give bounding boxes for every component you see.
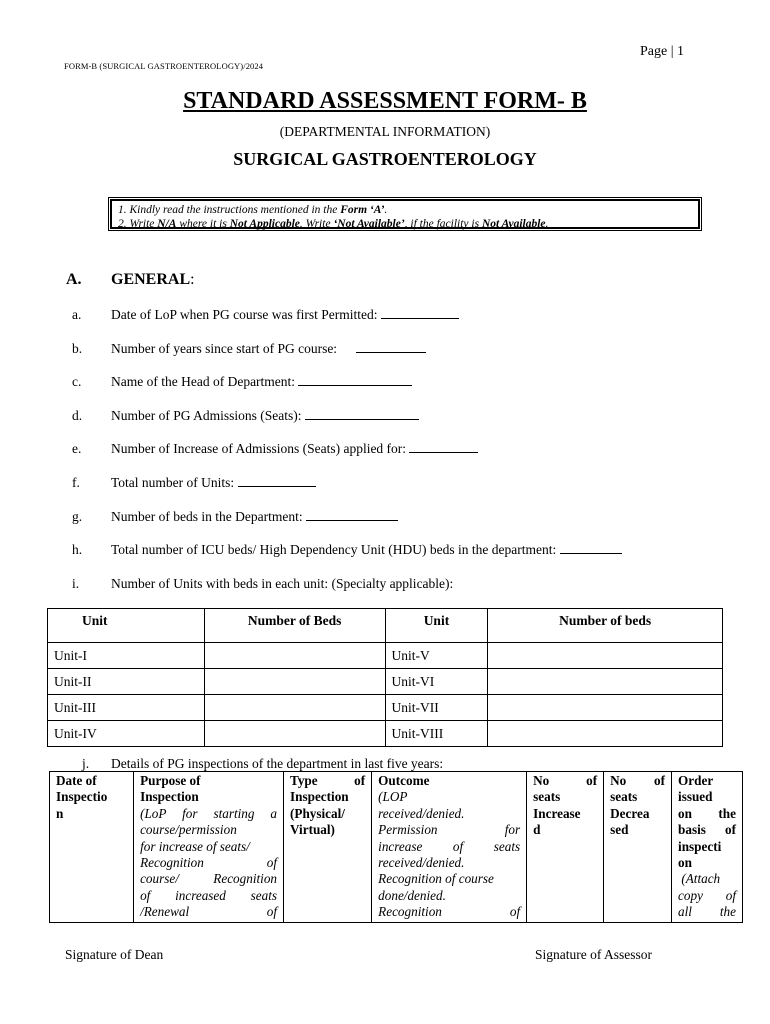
signature-dean: Signature of Dean bbox=[65, 947, 164, 962]
cell-line: (Attach bbox=[678, 871, 721, 887]
table-row bbox=[48, 721, 723, 747]
item-label: Total number of Units: bbox=[111, 475, 238, 490]
cell-line: seats bbox=[610, 789, 638, 805]
item-letter: j. bbox=[82, 756, 90, 771]
item-letter: a. bbox=[72, 307, 82, 322]
lop-date-field[interactable] bbox=[381, 307, 459, 319]
cell-line: Inspection bbox=[140, 789, 199, 805]
item-letter: h. bbox=[72, 542, 83, 557]
department-title: SURGICAL GASTROENTEROLOGY bbox=[233, 149, 537, 169]
cell-line: on bbox=[678, 855, 692, 871]
cell-line: on the bbox=[678, 805, 736, 821]
cell-line: all the bbox=[678, 904, 736, 920]
cell-line: received/denied. bbox=[378, 855, 465, 871]
outcome-column-cell bbox=[372, 772, 527, 923]
item-icu-beds bbox=[111, 542, 622, 558]
beds-cell[interactable] bbox=[488, 695, 723, 721]
item-letter: g. bbox=[72, 509, 83, 524]
cell-line: Recognition of bbox=[378, 904, 521, 920]
cell-line: Virtual) bbox=[290, 822, 335, 838]
unit-cell: Unit-VII bbox=[385, 695, 488, 721]
beds-cell[interactable] bbox=[488, 721, 723, 747]
cell-line: for increase of seats/ bbox=[140, 838, 250, 854]
item-letter: c. bbox=[72, 374, 82, 389]
item-increase-admissions bbox=[111, 441, 478, 457]
item-label: Number of years since start of PG course: bbox=[111, 341, 341, 356]
form-code: FORM-B (SURGICAL GASTROENTEROLOGY)/2024 bbox=[64, 61, 264, 71]
item-letter: d. bbox=[72, 408, 83, 423]
beds-cell[interactable] bbox=[204, 695, 385, 721]
column-header: Number of beds bbox=[488, 609, 723, 643]
beds-cell[interactable] bbox=[488, 643, 723, 669]
item-label: Name of the Head of Department: bbox=[111, 374, 299, 389]
item-units-with-beds: Number of Units with beds in each unit: (Specialty applicable): bbox=[111, 576, 454, 591]
order-issued-column-cell bbox=[672, 772, 743, 923]
cell-line: copy of bbox=[678, 887, 736, 903]
item-label: Number of Increase of Admissions (Seats) applied for: bbox=[111, 441, 410, 456]
cell-line: inspecti bbox=[678, 838, 722, 854]
instruction-bold: N/A bbox=[157, 218, 177, 230]
beds-cell[interactable] bbox=[204, 643, 385, 669]
cell-line: (LoP for starting a bbox=[140, 805, 278, 821]
cell-line: n bbox=[56, 805, 64, 821]
admissions-field[interactable] bbox=[305, 408, 419, 420]
instruction-text: where it is bbox=[176, 218, 230, 230]
cell-line: Increase bbox=[533, 805, 581, 821]
unit-cell: Unit-III bbox=[48, 695, 205, 721]
table-row bbox=[48, 695, 723, 721]
seats-decreased-column-cell bbox=[604, 772, 672, 923]
unit-cell: Unit-I bbox=[48, 643, 205, 669]
page-number: Page | 1 bbox=[640, 44, 685, 59]
beds-cell[interactable] bbox=[488, 669, 723, 695]
cell-line: d bbox=[533, 822, 541, 838]
cell-line: Recognition of bbox=[140, 855, 278, 871]
page-subtitle: (DEPARTMENTAL INFORMATION) bbox=[279, 124, 491, 139]
cell-line: Decrea bbox=[610, 805, 650, 821]
instruction-bold: ‘Not Available’ bbox=[333, 218, 405, 230]
section-title-colon: : bbox=[190, 271, 195, 288]
item-pg-admissions bbox=[111, 408, 419, 424]
item-total-units bbox=[111, 475, 316, 491]
column-header: Unit bbox=[385, 609, 488, 643]
cell-line: Inspectio bbox=[56, 789, 108, 805]
column-header: Number of Beds bbox=[204, 609, 385, 643]
item-lop-date bbox=[111, 307, 459, 323]
cell-line: (Physical/ bbox=[290, 805, 345, 821]
units-table bbox=[47, 608, 723, 747]
cell-line: course/permission bbox=[140, 822, 237, 838]
item-label: Number of PG Admissions (Seats): bbox=[111, 408, 305, 423]
page-title: STANDARD ASSESSMENT FORM- B bbox=[183, 88, 587, 114]
signature-assessor: Signature of Assessor bbox=[535, 947, 652, 962]
increase-field[interactable] bbox=[409, 441, 478, 453]
item-label: Number of beds in the Department: bbox=[111, 509, 306, 524]
cell-line: Recognition of course bbox=[378, 871, 494, 887]
instruction-text: . bbox=[545, 218, 549, 230]
cell-line: course/ Recognition bbox=[140, 871, 278, 887]
cell-line: Purpose of bbox=[140, 773, 201, 788]
cell-line: Permission for bbox=[378, 822, 521, 838]
icu-beds-field[interactable] bbox=[560, 542, 622, 554]
cell-line: sed bbox=[610, 822, 629, 838]
table-row bbox=[48, 669, 723, 695]
seats-increased-column-cell bbox=[527, 772, 604, 923]
unit-cell: Unit-II bbox=[48, 669, 205, 695]
instruction-text: 2. Write bbox=[118, 218, 158, 230]
date-column-cell bbox=[50, 772, 134, 923]
cell-line: /Renewal of bbox=[140, 904, 278, 920]
beds-cell[interactable] bbox=[204, 669, 385, 695]
item-head-of-department bbox=[111, 374, 412, 390]
instruction-line-2 bbox=[118, 217, 698, 231]
cell-line: No of bbox=[610, 773, 666, 788]
instruction-bold: Not Available bbox=[481, 218, 546, 230]
unit-cell: Unit-VI bbox=[385, 669, 488, 695]
cell-line: done/denied. bbox=[378, 887, 446, 903]
beds-field[interactable] bbox=[306, 509, 398, 521]
item-letter: b. bbox=[72, 341, 83, 356]
cell-line: seats bbox=[533, 789, 561, 805]
item-letter: i. bbox=[72, 576, 80, 591]
table-row bbox=[48, 643, 723, 669]
instruction-text: . bbox=[384, 204, 388, 216]
item-letter: e. bbox=[72, 441, 82, 456]
cell-line: Outcome bbox=[378, 773, 430, 788]
table-header-row bbox=[48, 609, 723, 643]
item-letter: f. bbox=[72, 475, 80, 490]
item-inspections-heading: Details of PG inspections of the department in last five years: bbox=[111, 756, 444, 771]
cell-line: Date of bbox=[56, 773, 97, 788]
item-years-since-start bbox=[111, 341, 426, 357]
unit-cell: Unit-V bbox=[385, 643, 488, 669]
years-field[interactable] bbox=[356, 341, 426, 353]
cell-line: of increased seats bbox=[140, 887, 278, 903]
cell-line: increase of seats bbox=[378, 838, 521, 854]
cell-line: (LOP bbox=[378, 789, 408, 805]
units-field[interactable] bbox=[238, 475, 316, 487]
instructions-box bbox=[110, 199, 700, 229]
instruction-text: . Write bbox=[299, 218, 334, 230]
instruction-text: 1. Kindly read the instructions mentioned in the bbox=[118, 204, 341, 216]
head-name-field[interactable] bbox=[298, 374, 412, 386]
item-beds-department bbox=[111, 509, 398, 525]
item-label: Date of LoP when PG course was first Permitted: bbox=[111, 307, 381, 322]
section-title bbox=[111, 271, 195, 289]
table-row bbox=[50, 772, 743, 923]
unit-cell: Unit-IV bbox=[48, 721, 205, 747]
cell-line: basis of bbox=[678, 822, 736, 838]
cell-line: Inspection bbox=[290, 789, 349, 805]
instruction-bold: Form ‘A’ bbox=[340, 204, 385, 216]
type-column-cell bbox=[284, 772, 372, 923]
column-header: Unit bbox=[48, 609, 205, 643]
inspection-table-wrapper bbox=[49, 771, 743, 923]
item-label: Total number of ICU beds/ High Dependency Unit (HDU) beds in the department: bbox=[111, 542, 560, 557]
inspection-table bbox=[49, 771, 743, 923]
purpose-column-cell bbox=[134, 772, 284, 923]
section-letter: A. bbox=[66, 271, 82, 288]
cell-line: No of bbox=[533, 773, 598, 788]
instruction-bold: Not Applicable bbox=[229, 218, 300, 230]
instruction-text: , if the facility is bbox=[404, 218, 482, 230]
unit-cell: Unit-VIII bbox=[385, 721, 488, 747]
cell-line: issued bbox=[678, 789, 713, 805]
instruction-line-1 bbox=[118, 203, 698, 217]
cell-line: Type of bbox=[290, 773, 366, 788]
beds-cell[interactable] bbox=[204, 721, 385, 747]
section-title-text: GENERAL bbox=[111, 271, 191, 288]
cell-line: Order bbox=[678, 773, 714, 788]
cell-line: received/denied. bbox=[378, 805, 465, 821]
